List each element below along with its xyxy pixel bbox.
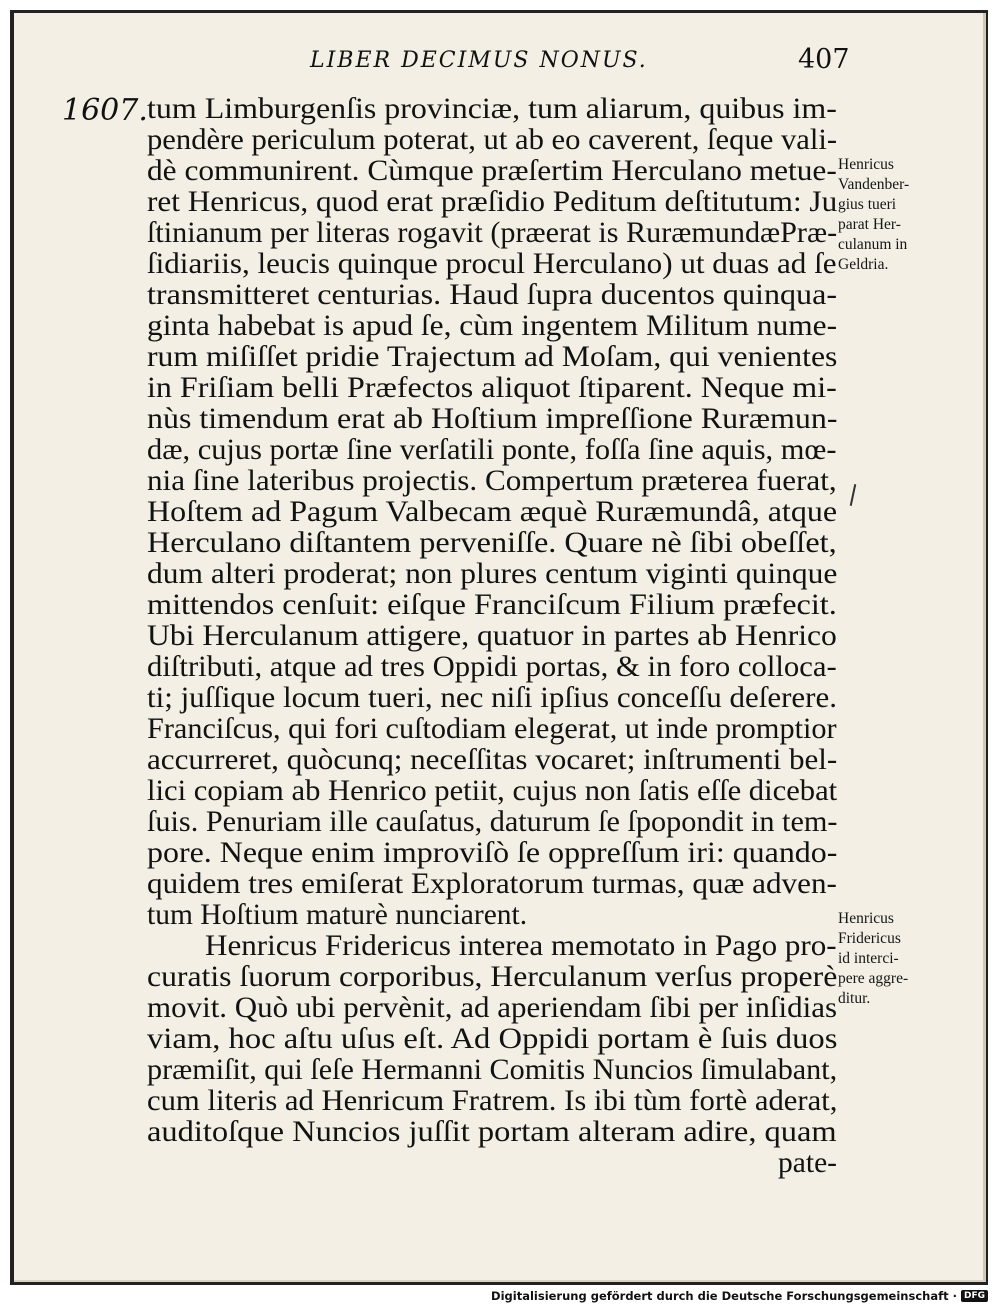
text-line: transmitteret centurias. Haud ſupra ducentos quinqua- (147, 279, 838, 311)
dfg-logo: DFG (961, 1290, 988, 1302)
text-line: ginta habebat is apud ſe, cùm ingentem Militum nume- (147, 310, 838, 342)
text-line: quidem tres emiſerat Exploratorum turmas, quæ adven- (147, 868, 837, 900)
text-line: in Friſiam belli Præfectos aliquot ſtiparent. Neque mi- (147, 372, 837, 404)
marginal-note-line: Vandenber- (838, 176, 910, 193)
marginal-note-line: ditur. (838, 990, 871, 1007)
text-line: Herculano diſtantem perveniſſe. Quare nè ſibi obeſſet, (147, 527, 837, 559)
text-line: pendère periculum poterat, ut ab eo caverent, ſeque vali- (147, 124, 838, 156)
marginal-note-line: Geldria. (838, 256, 889, 273)
text-line: ſuis. Penuriam ille cauſatus, daturum ſe ſpopondit in tem- (147, 806, 838, 838)
text-line: Hoſtem ad Pagum Valbecam æquè Ruræmundâ, atque (147, 496, 838, 528)
text-line: tum Limburgenſis provinciæ, tum aliarum, quibus im- (147, 93, 837, 125)
text-line: Ubi Herculanum attigere, quatuor in partes ab Henrico (147, 620, 837, 652)
text-line: nia ſine lateribus projectis. Compertum præterea fuerat, (147, 465, 837, 497)
page-number: 407 (798, 44, 850, 75)
text-line: curatis ſuorum corporibus, Herculanum verſus properè (147, 961, 838, 993)
marginal-note (838, 155, 978, 275)
marginal-note-line: Henricus (838, 156, 894, 173)
text-line: Franciſcus, qui fori cuſtodiam elegerat, ut inde promptior (147, 713, 837, 745)
text-line: mittendos cenſuit: eiſque Franciſcum Filium præfecit. (147, 589, 837, 621)
text-line: nùs timendum erat ab Hoſtium impreſſione Ruræmun- (147, 403, 838, 435)
text-line: movit. Quò ubi pervènit, ad aperiendam ſibi per inſidias (147, 992, 838, 1024)
text-line: accurreret, quòcunq; neceſſitas vocaret; inſtrumenti bel- (147, 744, 838, 776)
text-line: dè communirent. Cùmque præſertim Herculano metue- (147, 155, 837, 187)
paragraph-first-line: Henricus Fridericus interea memotato in Pago pro- (205, 930, 837, 962)
marginal-note-line: Henricus (838, 910, 894, 927)
footer-credit: Digitalisierung gefördert durch die Deutsche Forschungsgemeinschaft (491, 1289, 949, 1303)
running-title: LIBER DECIMUS NONUS. (310, 48, 648, 73)
marginal-note-line: id interci- (838, 950, 899, 967)
text-line: ſtinianum per literas rogavit (præerat is RuræmundæPræ- (147, 217, 838, 249)
text-line: ſidiariis, leucis quinque procul Herculano) ut duas ad ſe (147, 248, 837, 280)
text-line: viam, hoc aſtu uſus eſt. Ad Oppidi portam è ſuis duos (147, 1023, 838, 1055)
text-line: ti; juſſique locum tueri, nec niſi ipſius conceſſu deſerere. (147, 682, 838, 714)
marginal-note-line: parat Her- (838, 216, 901, 233)
text-line: tum Hoſtium maturè nunciarent. (147, 899, 528, 931)
text-line: præmiſit, qui ſeſe Hermanni Comitis Nuncios ſimulabant, (147, 1054, 838, 1086)
text-line: rum miſiſſet pridie Trajectum ad Moſam, qui venientes (147, 341, 838, 373)
text-line: cum literis ad Henricum Fratrem. Is ibi tùm fortè aderat, (147, 1085, 838, 1117)
footer-separator: · (952, 1289, 957, 1303)
digitization-footer (491, 1289, 988, 1303)
marginal-note-line: pere aggre- (838, 970, 909, 987)
text-line: dum alteri proderat; non plures centum viginti quinque (147, 558, 838, 590)
marginal-note-line: culanum in (838, 236, 908, 253)
catchword: pate- (778, 1147, 837, 1179)
text-line: pore. Neque enim improviſò ſe oppreſſum iri: quando- (147, 837, 838, 869)
text-line: diſtributi, atque ad tres Oppidi portas, & in foro colloca- (147, 651, 837, 683)
marginal-note-line: gius tueri (838, 196, 897, 213)
year-margin-label: 1607. (62, 93, 148, 128)
marginal-note-line: Fridericus (838, 930, 901, 947)
text-line: auditoſque Nuncios juſſit portam alteram adire, quam (147, 1116, 837, 1148)
text-line: lici copiam ab Henrico petiit, cujus non ſatis eſſe dicebat (147, 775, 838, 807)
text-line: ret Henricus, quod erat præſidio Peditum deſtitutum: Ju (147, 186, 838, 218)
marginal-note (838, 909, 978, 1009)
text-line: dæ, cujus portæ ſine verſatili ponte, foſſa ſine aquis, mœ- (147, 434, 837, 466)
